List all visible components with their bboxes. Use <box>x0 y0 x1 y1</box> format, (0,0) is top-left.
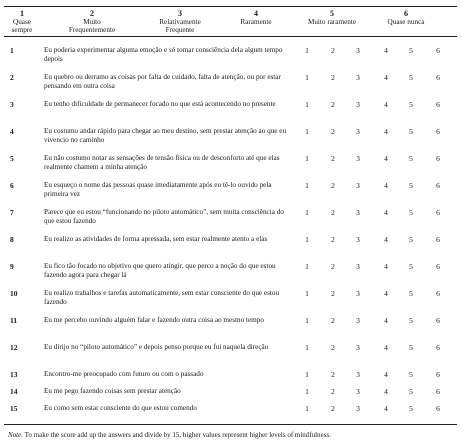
response-option: 4 <box>384 181 388 190</box>
item-text: Eu não costumo notar as sensações de tensão física ou de desconforto até que elas realmente chamem a minha atenção <box>44 154 280 171</box>
response-option: 3 <box>356 235 360 244</box>
response-option: 6 <box>436 404 440 413</box>
response-option: 2 <box>331 289 335 298</box>
scale-number: 5 <box>330 9 334 18</box>
response-option: 3 <box>356 262 360 271</box>
scale-number: 2 <box>90 9 94 18</box>
response-option: 5 <box>409 154 413 163</box>
response-option: 4 <box>384 370 388 379</box>
response-option: 6 <box>436 262 440 271</box>
response-option: 6 <box>436 208 440 217</box>
item-text: Eu costumo andar rápido para chegar ao meu destino, sem prestar atenção ao que eu vivencio no caminho <box>44 127 287 144</box>
response-option: 3 <box>356 404 360 413</box>
item-number: 6 <box>10 181 14 190</box>
response-option: 4 <box>384 404 388 413</box>
response-option: 2 <box>331 404 335 413</box>
response-option: 5 <box>409 262 413 271</box>
response-option: 6 <box>436 370 440 379</box>
response-option: 5 <box>409 370 413 379</box>
response-option: 2 <box>331 387 335 396</box>
item-text: Parece que eu estou “funcionando no piloto automático”, sem muita consciência do que estou fazendo <box>44 208 284 225</box>
response-option: 4 <box>384 289 388 298</box>
item-number: 7 <box>10 208 14 217</box>
response-option: 5 <box>409 100 413 109</box>
item-number: 2 <box>10 73 14 82</box>
response-option: 2 <box>331 100 335 109</box>
response-option: 6 <box>436 343 440 352</box>
response-option: 2 <box>331 370 335 379</box>
response-option: 6 <box>436 289 440 298</box>
response-option: 1 <box>305 316 309 325</box>
response-option: 5 <box>409 387 413 396</box>
response-option: 3 <box>356 100 360 109</box>
response-option: 6 <box>436 73 440 82</box>
response-option: 1 <box>305 343 309 352</box>
response-option: 5 <box>409 343 413 352</box>
response-option: 3 <box>356 181 360 190</box>
response-option: 1 <box>305 154 309 163</box>
response-option: 5 <box>409 46 413 55</box>
response-option: 1 <box>305 289 309 298</box>
item-number: 9 <box>10 262 14 271</box>
response-option: 1 <box>305 370 309 379</box>
table-top-rule <box>4 6 457 7</box>
item-text: Eu fico tão focado no objetivo que quero atingir, que perco a noção do que estou fazendo agora para chegar lá <box>44 262 276 279</box>
response-option: 5 <box>409 289 413 298</box>
scale-label: Muito raramente <box>307 18 357 26</box>
table-note <box>8 431 331 439</box>
response-option: 1 <box>305 127 309 136</box>
scale-number: 1 <box>20 9 24 18</box>
item-text: Eu dirijo no “piloto automático” e depois penso porque eu fui naquela direção <box>44 343 269 351</box>
item-number: 8 <box>10 235 14 244</box>
response-option: 2 <box>331 181 335 190</box>
response-option: 1 <box>305 387 309 396</box>
response-option: 3 <box>356 387 360 396</box>
response-option: 1 <box>305 404 309 413</box>
response-option: 4 <box>384 46 388 55</box>
response-option: 1 <box>305 235 309 244</box>
response-option: 4 <box>384 235 388 244</box>
response-option: 6 <box>436 235 440 244</box>
header-rule <box>4 36 457 37</box>
response-option: 1 <box>305 208 309 217</box>
item-text: Eu esqueço o nome das pessoas quase imediatamente após eu tê-lo ouvido pela primeira vez <box>44 181 272 198</box>
note-text: To make the score add up the answers and divide by 15, higher values represent higher levels of mindfulness. <box>24 431 331 439</box>
item-text: Eu realizo trabalhos e tarefas automaticamente, sem estar consciente do que estou fazendo <box>44 289 280 306</box>
response-option: 4 <box>384 154 388 163</box>
response-option: 3 <box>356 343 360 352</box>
item-text: Eu quebro ou derramo as coisas por falta de cuidado, falta de atenção, ou por estar pensando em outra coisa <box>44 73 281 90</box>
response-option: 1 <box>305 46 309 55</box>
response-option: 4 <box>384 208 388 217</box>
response-option: 3 <box>356 46 360 55</box>
response-option: 6 <box>436 127 440 136</box>
response-option: 1 <box>305 73 309 82</box>
response-option: 1 <box>305 262 309 271</box>
item-number: 1 <box>10 46 14 55</box>
response-option: 2 <box>331 46 335 55</box>
item-text: Eu realizo as atividades de forma apressada, sem estar realmente atento a elas <box>44 235 268 243</box>
response-option: 5 <box>409 73 413 82</box>
response-option: 4 <box>384 387 388 396</box>
item-number: 4 <box>10 127 14 136</box>
response-option: 5 <box>409 127 413 136</box>
response-option: 5 <box>409 404 413 413</box>
response-option: 6 <box>436 181 440 190</box>
response-option: 4 <box>384 127 388 136</box>
item-text: Eu poderia experimentar alguma emoção e só tomar consciência dela algum tempo depois <box>44 46 283 63</box>
response-option: 4 <box>384 73 388 82</box>
item-text: Encontro-me preocupado com futuro ou com o passado <box>44 370 204 378</box>
response-option: 5 <box>409 208 413 217</box>
scale-label: Quase nunca <box>387 18 425 26</box>
item-text: Eu me pego fazendo coisas sem prestar atenção <box>44 387 181 395</box>
scale-number: 3 <box>178 9 182 18</box>
response-option: 2 <box>331 154 335 163</box>
response-option: 2 <box>331 316 335 325</box>
item-number: 5 <box>10 154 14 163</box>
response-option: 6 <box>436 387 440 396</box>
response-option: 4 <box>384 262 388 271</box>
scale-number: 4 <box>254 9 258 18</box>
response-option: 2 <box>331 262 335 271</box>
response-option: 6 <box>436 316 440 325</box>
item-text: Eu me percebo ouvindo alguém falar e fazendo outra coisa ao mesmo tempo <box>44 316 264 324</box>
item-number: 10 <box>10 289 18 298</box>
response-option: 3 <box>356 73 360 82</box>
item-text: Eu tenho dificuldade de permanecer focado no que está acontecendo no presente <box>44 100 276 108</box>
item-number: 11 <box>10 316 18 325</box>
item-number: 14 <box>10 387 18 396</box>
response-option: 2 <box>331 73 335 82</box>
response-option: 5 <box>409 181 413 190</box>
response-option: 2 <box>331 208 335 217</box>
note-label: Note. <box>8 431 23 439</box>
scale-label: Quase sempre <box>11 18 33 34</box>
scale-label: Relativamente Frequente <box>159 18 201 34</box>
response-option: 1 <box>305 100 309 109</box>
response-option: 1 <box>305 181 309 190</box>
table-bottom-rule <box>4 424 457 425</box>
response-option: 5 <box>409 316 413 325</box>
response-option: 4 <box>384 100 388 109</box>
response-option: 2 <box>331 127 335 136</box>
response-option: 4 <box>384 343 388 352</box>
item-number: 13 <box>10 370 18 379</box>
scale-label: Muito Frequentemente <box>68 18 116 34</box>
item-number: 15 <box>10 404 18 413</box>
scale-number: 6 <box>404 9 408 18</box>
item-number: 12 <box>10 343 18 352</box>
scale-label: Raramente <box>240 18 272 26</box>
response-option: 2 <box>331 235 335 244</box>
response-option: 3 <box>356 370 360 379</box>
response-option: 6 <box>436 100 440 109</box>
response-option: 3 <box>356 154 360 163</box>
response-option: 3 <box>356 316 360 325</box>
response-option: 6 <box>436 46 440 55</box>
response-option: 3 <box>356 127 360 136</box>
item-text: Eu como sem estar consciente do que estou comendo <box>44 404 197 412</box>
response-option: 3 <box>356 208 360 217</box>
response-option: 5 <box>409 235 413 244</box>
response-option: 6 <box>436 154 440 163</box>
response-option: 4 <box>384 316 388 325</box>
item-number: 3 <box>10 100 14 109</box>
response-option: 2 <box>331 343 335 352</box>
response-option: 3 <box>356 289 360 298</box>
